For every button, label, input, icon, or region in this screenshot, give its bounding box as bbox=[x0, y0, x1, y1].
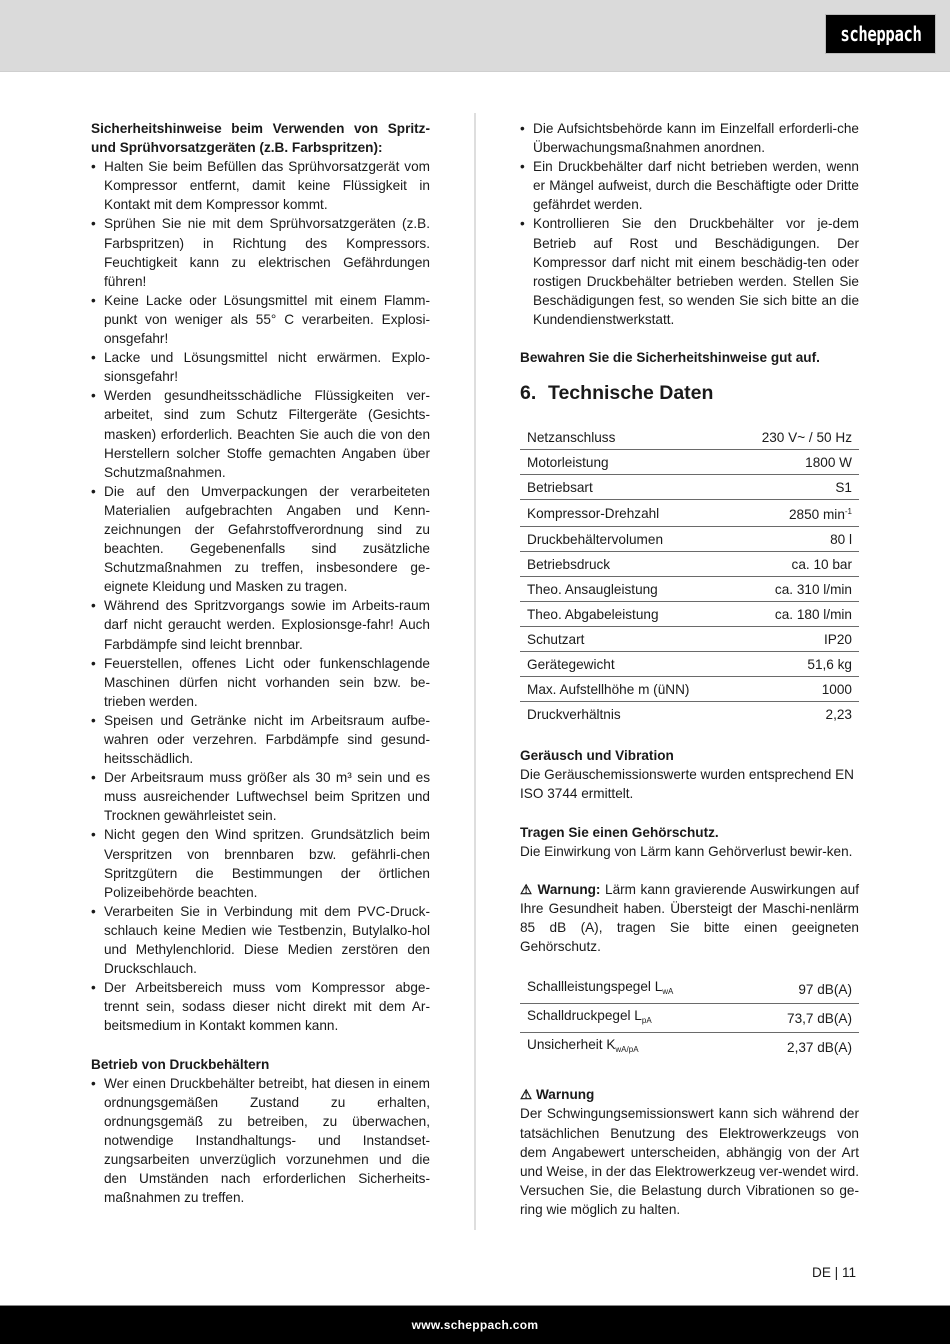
spray-safety-list bbox=[91, 157, 430, 1035]
sound-label: Schalldruckpegel $L_{pA}$ bbox=[520, 1004, 747, 1033]
table-row bbox=[520, 552, 859, 577]
sound-value: 73,7 dB(A) bbox=[747, 1004, 859, 1033]
list-item: • Der Arbeitsraum muss größer als 30 m³ sein und es muss ausreichender Luftwechsel beim Spritzen und Trocknen gewährleistet sein. bbox=[91, 768, 430, 825]
list-item: • Werden gesundheitsschädliche Flüssigkeiten ver-arbeitet, sind zum Schutz Filtergeräte (Gesichts-masken) erforderlich. Beachten Sie auch die von den Herstellern solcher Stoffe gemachten Angaben über Schutzmaßnahmen. bbox=[91, 386, 430, 481]
spec-label: Netzanschluss bbox=[520, 425, 733, 450]
table-row bbox=[520, 1004, 859, 1033]
noise-warning bbox=[520, 880, 859, 956]
list-item: • Während des Spritzvorgangs sowie im Arbeits-raum darf nicht geraucht werden. Explosionsge-fahr! Auch Farbdämpfe sind leicht brennbar. bbox=[91, 596, 430, 653]
noise-text: Die Geräuschemissionswerte wurden entsprechend EN ISO 3744 ermittelt. bbox=[520, 767, 854, 802]
vibration-warning-text: Der Schwingungsemissionswert kann sich während der tatsächlichen Benutzung des Elektrowerkzeugs von dem Angabewert unterscheiden, abhängig von der Art und Weise, in der das Elektrowerkzeug ver-wendet wird. bbox=[520, 1106, 859, 1179]
spec-label: Max. Aufstellhöhe m (üNN) bbox=[520, 677, 733, 702]
table-row bbox=[520, 425, 859, 450]
spec-label: Theo. Ansaugleistung bbox=[520, 577, 733, 602]
table-row bbox=[520, 602, 859, 627]
spec-value: ca. 310 l/min bbox=[733, 577, 859, 602]
spec-label: Betriebsdruck bbox=[520, 552, 733, 577]
list-item: • Kontrollieren Sie den Druckbehälter vor je-dem Betrieb auf Rost und Beschädigungen. Der Kompressor darf nicht mit einem beschädig-ten oder rostigen Druckbehälter betrieben werden. Stellen Sie Beschädigungen fest, so wenden Sie sich bitte an die Kundendienstwerkstatt. bbox=[520, 214, 859, 329]
table-row bbox=[520, 702, 859, 727]
list-item: • Lacke und Lösungsmittel nicht erwärmen. Explo-sionsgefahr! bbox=[91, 348, 430, 386]
spec-value: 1000 bbox=[733, 677, 859, 702]
warning-triangle-icon: ⚠ bbox=[520, 1087, 533, 1103]
list-item: • Sprühen Sie nie mit dem Sprühvorsatzgeräten (z.B. Farbspritzen) in Richtung des Kompressors. Feuchtigkeit kann zu elektrischen Gefährdungen führen! bbox=[91, 214, 430, 290]
list-item: • Speisen und Getränke nicht im Arbeitsraum aufbe-wahren oder verzehren. Farbdämpfe sind gesund-heitsschädlich. bbox=[91, 711, 430, 768]
vibration-advice-text: Versuchen Sie, die Belastung durch Vibrationen so ge-ring wie möglich zu halten. bbox=[520, 1182, 859, 1217]
spec-value: S1 bbox=[733, 475, 859, 500]
list-item: • Ein Druckbehälter darf nicht betrieben werden, wenn er Mängel aufweist, durch die Beschäftigte oder Dritte gefährdet werden. bbox=[520, 157, 859, 214]
section-number: 6. bbox=[520, 382, 537, 405]
pressure-vessel-heading: Betrieb von Druckbehältern bbox=[91, 1056, 270, 1072]
noise-heading: Geräusch und Vibration bbox=[520, 748, 674, 764]
spec-label: Betriebsart bbox=[520, 475, 733, 500]
pressure-vessel-list-continued bbox=[520, 119, 859, 329]
left-column bbox=[91, 119, 430, 1207]
section-heading bbox=[520, 381, 859, 405]
spec-label: Schutzart bbox=[520, 627, 733, 652]
footer-bar bbox=[0, 1305, 950, 1344]
spec-label: Druckverhältnis bbox=[527, 706, 621, 722]
pressure-vessel-list bbox=[91, 1074, 430, 1208]
keep-instructions-notice: Bewahren Sie die Sicherheitshinweise gut auf. bbox=[520, 350, 820, 366]
table-row bbox=[520, 475, 859, 500]
list-item: • Halten Sie beim Befüllen das Sprühvorsatzgerät vom Kompressor entfernt, damit keine Flüssigkeit in Kontakt mit dem Kompressor kommt. bbox=[91, 157, 430, 214]
sound-values-table bbox=[520, 975, 859, 1061]
spec-value: 51,6 kg bbox=[733, 652, 859, 677]
sound-value: 97 dB(A) bbox=[747, 975, 859, 1004]
vibration-warning-heading: ⚠ Warnung bbox=[520, 1087, 595, 1103]
table-row bbox=[520, 652, 859, 677]
warning-triangle-icon: ⚠ bbox=[520, 881, 533, 897]
list-item: • Die Aufsichtsbehörde kann im Einzelfall erforderli-che Überwachungsmaßnahmen anordnen. bbox=[520, 119, 859, 157]
table-row bbox=[520, 975, 859, 1004]
technical-data-table bbox=[520, 425, 859, 726]
warning-label: Warnung: bbox=[537, 881, 601, 897]
list-item: • Keine Lacke oder Lösungsmittel mit einem Flamm-punkt von weniger als 55° C verarbeiten. Explosi-onsgefahr! bbox=[91, 291, 430, 348]
list-item: • Nicht gegen den Wind spritzen. Grundsätzlich beim Verspritzen von brennbaren bzw. gefährli-chen Spritzgütern die Bestimmungen der örtlichen Polizeibehörde beachten. bbox=[91, 825, 430, 901]
website-link[interactable]: www.scheppach.com bbox=[411, 1318, 539, 1332]
warning-text: Lärm kann gravierende Auswirkungen auf Ihre Gesundheit haben. Übersteigt der Maschi-nenlärm 85 dB (A), tragen Sie bitte einen geeigneten Gehörschutz. bbox=[520, 881, 859, 954]
spec-value: 80 l bbox=[733, 527, 859, 552]
page-number: DE | 11 bbox=[812, 1265, 857, 1280]
hearing-protection-heading: Tragen Sie einen Gehörschutz. bbox=[520, 824, 719, 840]
table-row bbox=[520, 677, 859, 702]
spec-label: Theo. Abgabeleistung bbox=[520, 602, 733, 627]
hearing-protection-text: Die Einwirkung von Lärm kann Gehörverlust bewir-ken. bbox=[520, 843, 853, 859]
spec-value: 1800 W bbox=[733, 450, 859, 475]
sound-label: Unsicherheit $K_{wA/pA}$ bbox=[527, 1037, 639, 1055]
table-row bbox=[520, 577, 859, 602]
spec-label: Kompressor-Drehzahl bbox=[520, 500, 733, 527]
table-row bbox=[520, 450, 859, 475]
spec-value: 2,23 bbox=[825, 706, 852, 722]
spec-label: Druckbehältervolumen bbox=[520, 527, 733, 552]
header-bar bbox=[0, 0, 950, 72]
spec-label: Gerätegewicht bbox=[520, 652, 733, 677]
section-title: Technische Daten bbox=[548, 382, 714, 405]
table-row bbox=[520, 627, 859, 652]
list-item: • Feuerstellen, offenes Licht oder funkenschlagende Maschinen dürfen nicht vorhanden sein bzw. be-trieben werden. bbox=[91, 654, 430, 711]
scheppach-logo: scheppach bbox=[825, 14, 936, 54]
spec-value: 2850 $\min^{-1}$ bbox=[733, 500, 859, 527]
list-item: • Verarbeiten Sie in Verbindung mit dem PVC-Druck-schlauch keine Medien wie Testbenzin, Butylalko-hol und Methylenchlorid. Diese Medien zerstören den Druckschlauch. bbox=[91, 902, 430, 978]
list-item: • Wer einen Druckbehälter betreibt, hat diesen in einem ordnungsgemäßen Zustand zu erhalten, ordnungsgemäß zu betreiben, zu überwachen, notwendige Instandhaltungs- und Instandset-zungsarbeiten unverzüglich vorzunehmen und die den Umständen nach erforderlichen Sicherheits-maßnahmen zu treffen. bbox=[91, 1074, 430, 1208]
sound-label: Schallleistungspegel $L_{wA}$ bbox=[520, 975, 747, 1004]
spec-value: ca. 180 l/min bbox=[733, 602, 859, 627]
table-row bbox=[520, 527, 859, 552]
column-divider bbox=[474, 113, 476, 1230]
table-row bbox=[520, 1033, 859, 1062]
table-row bbox=[520, 500, 859, 527]
spec-label: Motorleistung bbox=[520, 450, 733, 475]
list-item: • Der Arbeitsbereich muss vom Kompressor abge-trennt sein, sodass dieser nicht direkt mit dem Ar-beitsmedium in Kontakt kommen kann. bbox=[91, 978, 430, 1035]
spec-value: IP20 bbox=[733, 627, 859, 652]
spec-value: ca. 10 bar bbox=[733, 552, 859, 577]
spray-safety-heading: Sicherheitshinweise beim Verwenden von Spritz- und Sprühvorsatzgeräten (z.B. Farbspritzen): bbox=[91, 121, 430, 156]
spec-value: 230 V~ / 50 Hz bbox=[733, 425, 859, 450]
right-column bbox=[520, 119, 859, 1219]
sound-value: 2,37 dB(A) bbox=[787, 1039, 852, 1055]
list-item: • Die auf den Umverpackungen der verarbeiteten Materialien aufgebrachten Angaben und Kenn-zeichnungen der Gefahrstoffverordnung sind zu beachten. Gegebenenfalls sind zusätzliche Schutzmaßnahmen zu treffen, insbesondere ge-eignete Kleidung und Masken zu tragen. bbox=[91, 482, 430, 597]
